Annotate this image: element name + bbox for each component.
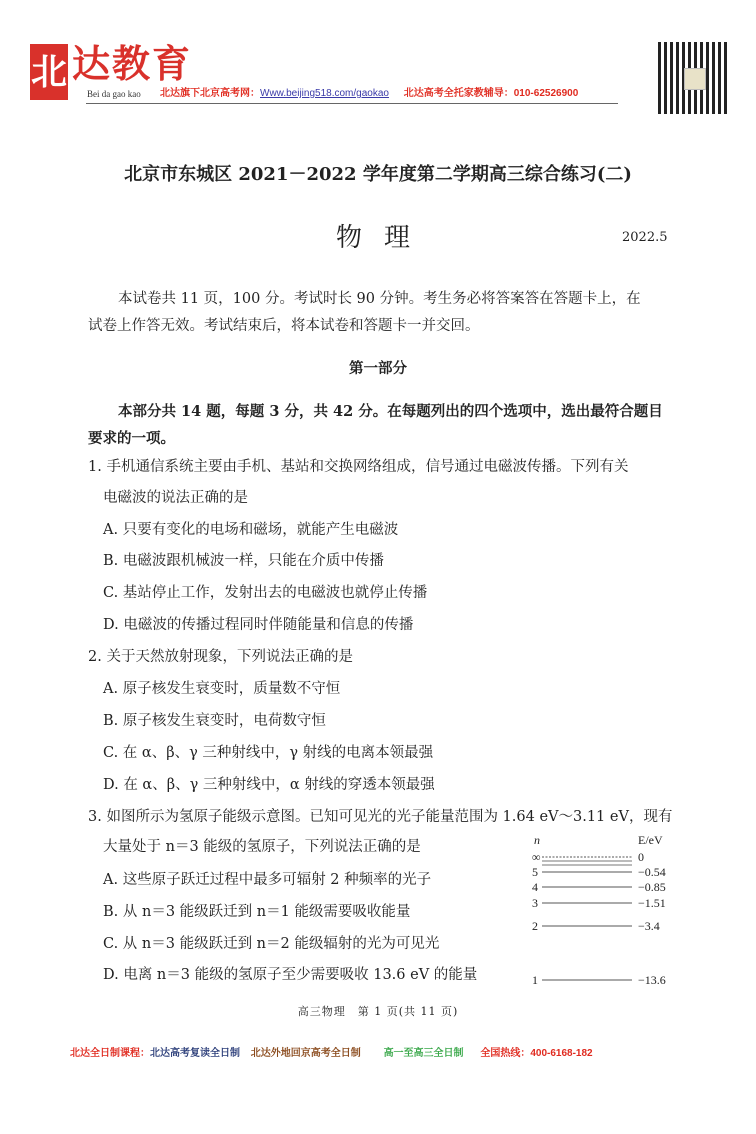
- site-link[interactable]: Www.beijing518.com/gaokao: [260, 88, 389, 99]
- level-n-label: 4: [532, 880, 538, 894]
- option-d: D. 电离 n＝3 能级的氢原子至少需要吸收 13.6 eV 的能量: [103, 967, 478, 983]
- site-info: [160, 88, 578, 100]
- logo-mark: [30, 44, 68, 100]
- option-a: A. 只要有变化的电场和磁场，就能产生电磁波: [103, 522, 399, 538]
- option-c: C. 在 α、β、γ 三种射线中，γ 射线的电离本领最强: [103, 745, 434, 761]
- logo-text: 达教育: [72, 41, 193, 86]
- question-stem: 3. 如图所示为氢原子能级示意图。已知可见光的光子能量范围为 1.64 eV～3.11 eV，现有: [88, 809, 673, 825]
- footer-course: 北达外地回京高考全日制: [250, 1048, 361, 1059]
- intro-line: 本试卷共 11 页，100 分。考试时长 90 分钟。考生务必将答案答在答题卡上，在: [118, 291, 641, 307]
- subject-title: 物理: [336, 223, 433, 253]
- level-n-label: 2: [532, 919, 538, 933]
- exam-title: 北京市东城区 2021－2022 学年度第二学期高三综合练习(二): [124, 164, 632, 185]
- part-title: 第一部分: [349, 360, 407, 377]
- option-b: B. 从 n＝3 能级跃迁到 n＝1 能级需要吸收能量: [103, 904, 411, 920]
- header-divider: [86, 103, 618, 104]
- option-d: D. 电磁波的传播过程同时伴随能量和信息的传播: [103, 617, 414, 633]
- option-b: B. 电磁波跟机械波一样，只能在介质中传播: [103, 553, 384, 569]
- exam-date: 2022.5: [622, 230, 668, 245]
- tutor-info: 北达高考全托家教辅导：010-62526900: [403, 88, 579, 99]
- page-number: 高三物理 第 1 页(共 11 页): [297, 1005, 459, 1018]
- logo-char: 北: [30, 51, 67, 93]
- level-energy-label: −0.85: [638, 880, 666, 894]
- level-n-label: 1: [532, 973, 538, 987]
- part-desc: 本部分共 14 题，每题 3 分，共 42 分。在每题列出的四个选项中，选出最符合题目: [118, 403, 663, 420]
- question-stem: 1. 手机通信系统主要由手机、基站和交换网络组成，信号通过电磁波传播。下列有关: [88, 459, 629, 475]
- level-energy-label: 0: [638, 850, 644, 864]
- question-stem: 电磁波的说法正确的是: [103, 490, 248, 506]
- level-energy-label: −13.6: [638, 973, 666, 987]
- footer-ad: [70, 1044, 593, 1059]
- level-n-label: ∞: [532, 850, 541, 864]
- level-n-label: 5: [532, 865, 538, 879]
- logo-subtitle: Bei da gao kao: [87, 89, 141, 99]
- energy-level-diagram: [520, 830, 680, 1000]
- option-a: A. 原子核发生衰变时，质量数不守恒: [103, 681, 341, 697]
- option-d: D. 在 α、β、γ 三种射线中，α 射线的穿透本领最强: [103, 777, 435, 793]
- level-energy-label: −1.51: [638, 896, 666, 910]
- footer-course: 北达高考复读全日制: [150, 1048, 240, 1059]
- footer-hotline: 全国热线：400-6168-182: [480, 1048, 593, 1059]
- intro-line: 试卷上作答无效。考试结束后，将本试卷和答题卡一并交回。: [88, 318, 480, 334]
- question-stem: 2. 关于天然放射现象，下列说法正确的是: [88, 649, 353, 665]
- level-energy-label: −0.54: [638, 865, 666, 879]
- option-b: B. 原子核发生衰变时，电荷数守恒: [103, 713, 326, 729]
- qr-code-icon: [658, 42, 730, 114]
- site-label: 北达旗下北京高考网：: [160, 88, 260, 99]
- footer-courses-label: 北达全日制课程：: [70, 1048, 150, 1059]
- option-c: C. 从 n＝3 能级跃迁到 n＝2 能级辐射的光为可见光: [103, 936, 440, 952]
- part-desc: 要求的一项。: [88, 430, 175, 447]
- n-axis-label: n: [534, 833, 540, 847]
- footer-course: 高一至高三全日制: [383, 1048, 464, 1059]
- question-stem: 大量处于 n＝3 能级的氢原子，下列说法正确的是: [103, 839, 421, 855]
- level-energy-label: −3.4: [638, 919, 660, 933]
- option-c: C. 基站停止工作，发射出去的电磁波也就停止传播: [103, 585, 428, 601]
- level-n-label: 3: [532, 896, 538, 910]
- energy-axis-label: E/eV: [638, 833, 663, 847]
- option-a: A. 这些原子跃迁过程中最多可辐射 2 种频率的光子: [103, 872, 432, 888]
